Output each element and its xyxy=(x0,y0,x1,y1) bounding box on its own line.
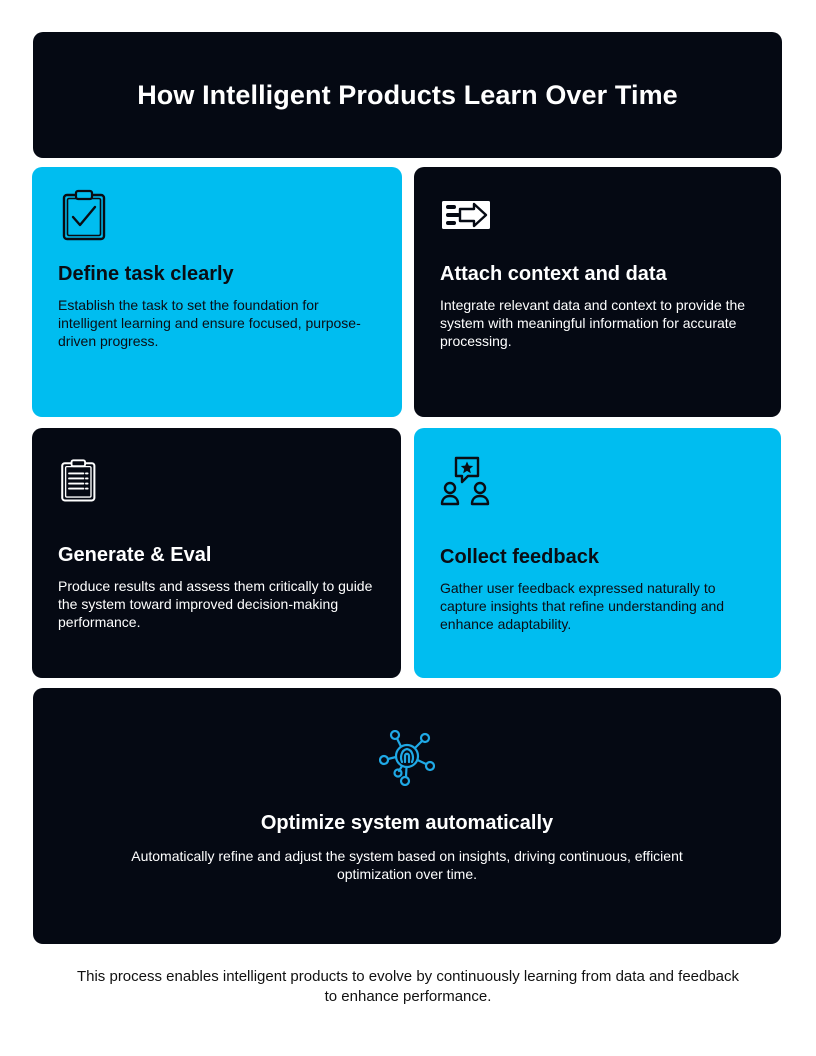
card-heading: Collect feedback xyxy=(440,546,599,568)
clipboard-check-icon xyxy=(58,189,110,241)
card-collect-feedback xyxy=(414,428,781,678)
card-define-task xyxy=(32,167,402,417)
card-heading: Optimize system automatically xyxy=(260,812,554,834)
data-arrow-icon xyxy=(440,189,492,241)
network-brain-icon xyxy=(379,730,435,786)
card-body: Gather user feedback expressed naturally to capture insights that refine understanding and enhance adaptability. xyxy=(440,580,725,632)
card-attach-context xyxy=(414,167,781,417)
title-banner xyxy=(33,32,782,158)
card-optimize-system xyxy=(33,688,781,944)
footer-note: This process enables intelligent products to evolve by continuously learning from data and feedback to enhance performance. xyxy=(76,968,740,1005)
card-heading: Define task clearly xyxy=(58,263,234,285)
card-heading: Generate & Eval xyxy=(58,544,212,566)
clipboard-list-icon xyxy=(58,456,102,506)
card-body: Integrate relevant data and context to provide the system with meaningful information for accurate processing. xyxy=(440,297,746,349)
card-body: Produce results and assess them critically to guide the system toward improved decision-making performance. xyxy=(58,578,373,630)
feedback-users-icon xyxy=(440,456,492,508)
card-generate-eval xyxy=(32,428,401,678)
page-title: How Intelligent Products Learn Over Time xyxy=(137,79,678,110)
card-heading: Attach context and data xyxy=(440,263,667,285)
card-body: Automatically refine and adjust the system based on insights, driving continuous, efficient optimization over time. xyxy=(131,848,683,882)
card-body: Establish the task to set the foundation for intelligent learning and ensure focused, purpose-driven progress. xyxy=(58,297,361,349)
